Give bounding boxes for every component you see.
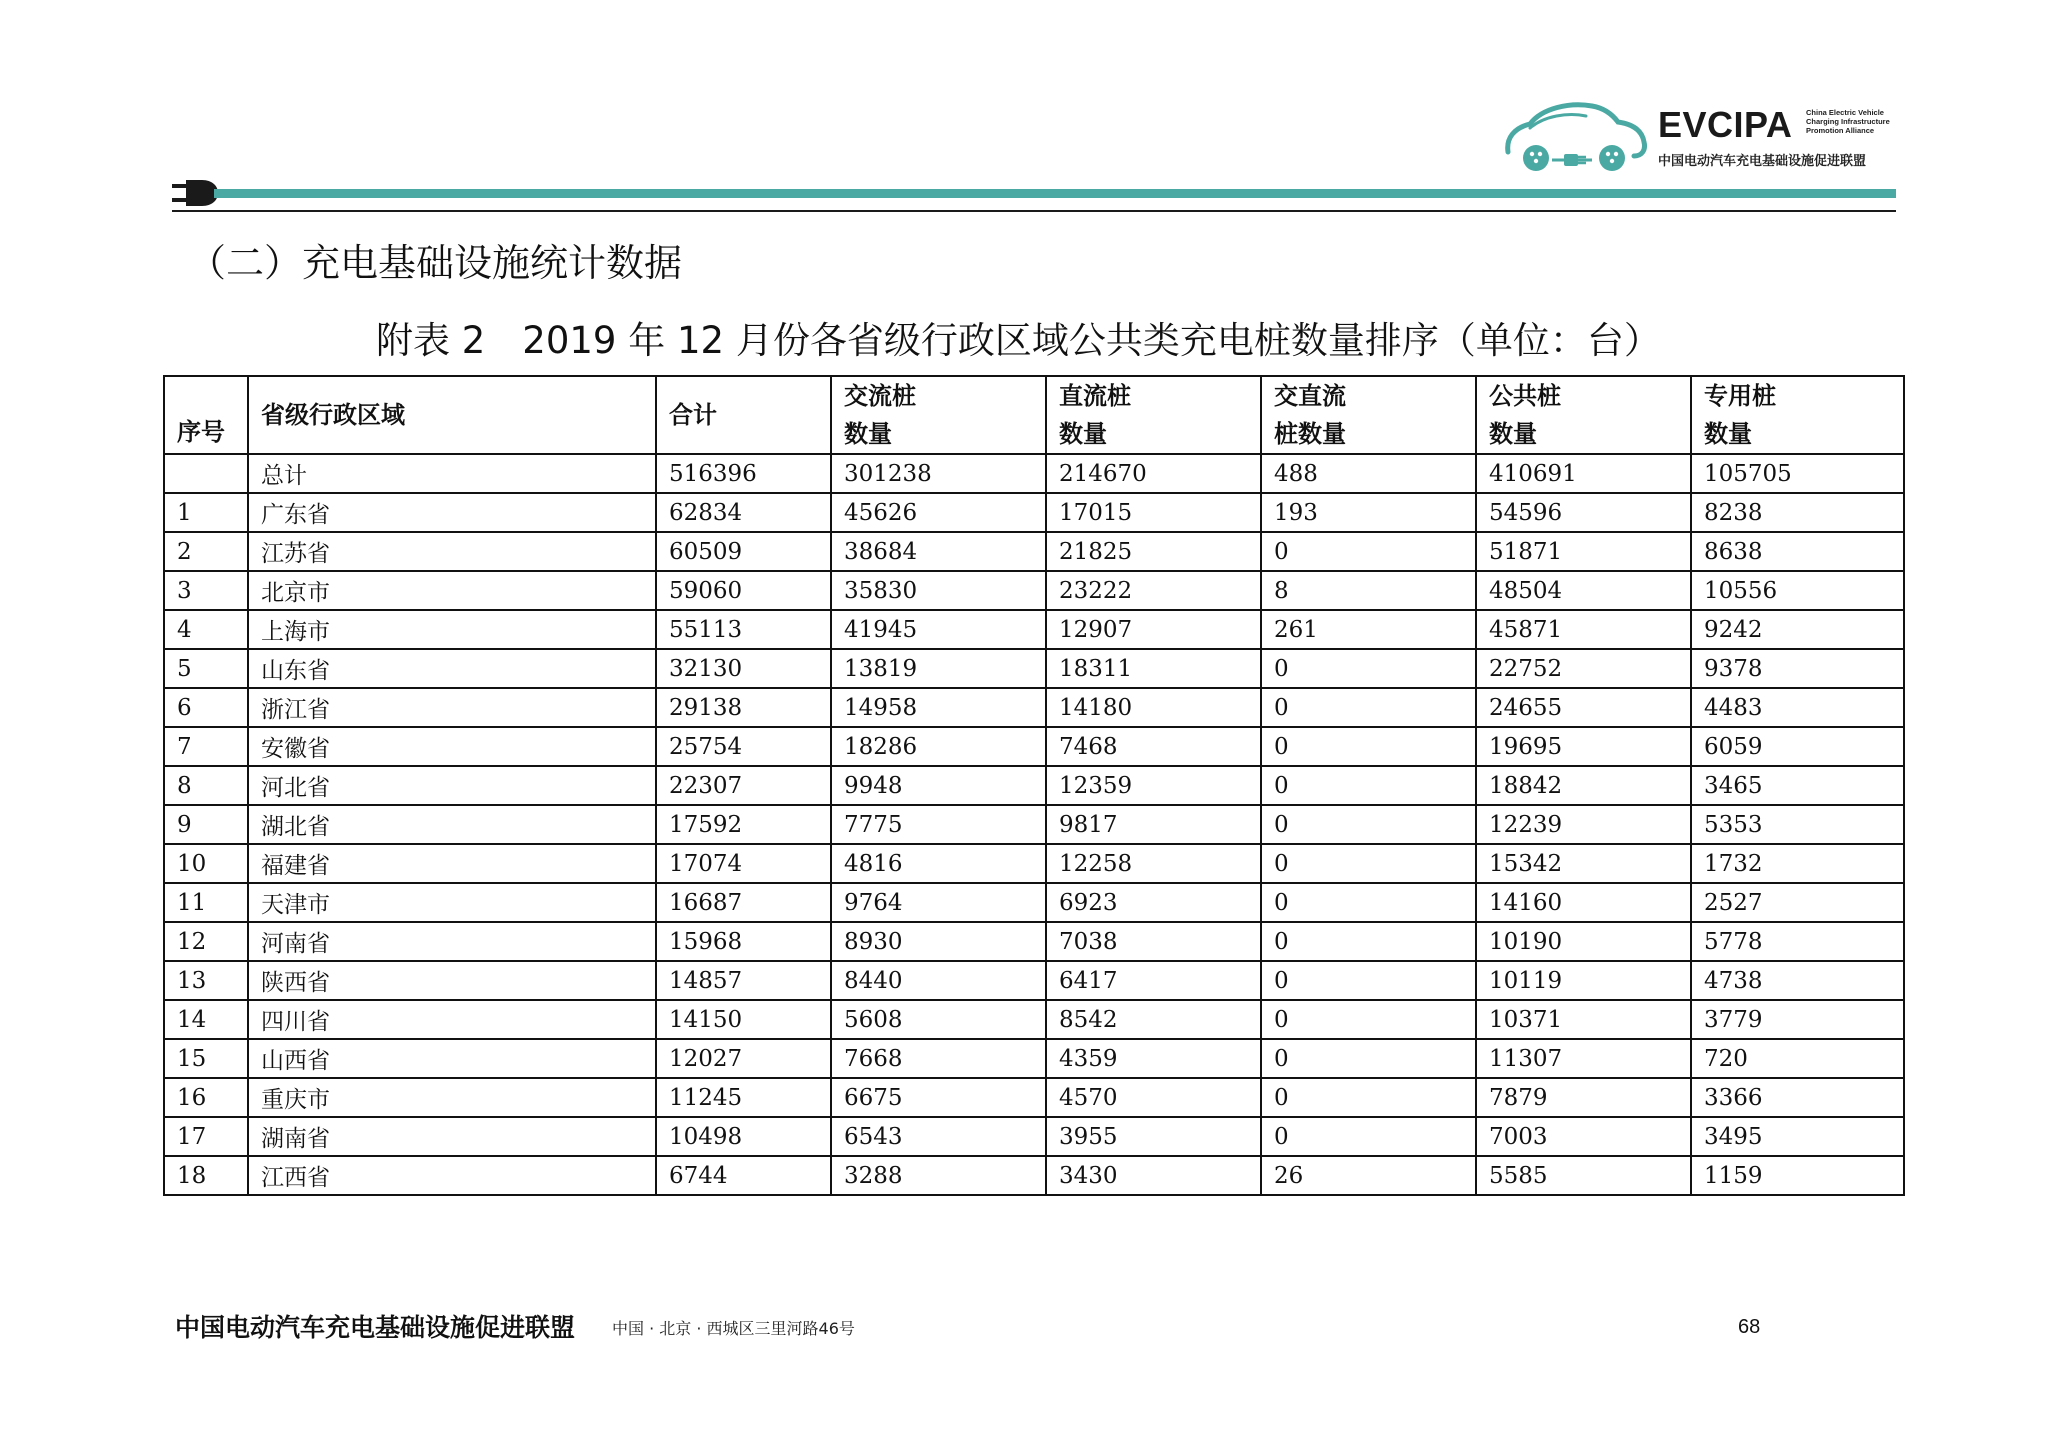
cell-acdc: 0	[1261, 1000, 1476, 1039]
cell-private: 5778	[1691, 922, 1904, 961]
table-row	[164, 1078, 1904, 1117]
cell-region: 山东省	[248, 649, 656, 688]
cell-dc: 3430	[1046, 1156, 1261, 1195]
cell-ac: 13819	[831, 649, 1046, 688]
cell-region: 总计	[248, 454, 656, 493]
table-row	[164, 610, 1904, 649]
cell-total: 17074	[656, 844, 831, 883]
header-seq: 序号	[164, 376, 248, 454]
cell-dc: 18311	[1046, 649, 1261, 688]
cell-ac: 8930	[831, 922, 1046, 961]
cell-acdc: 8	[1261, 571, 1476, 610]
cell-region: 江苏省	[248, 532, 656, 571]
logo-english-name: China Electric Vehicle Charging Infrastructure Promotion Alliance	[1806, 108, 1890, 135]
cell-private: 10556	[1691, 571, 1904, 610]
footer-organization: 中国电动汽车充电基础设施促进联盟	[175, 1313, 576, 1342]
cell-public: 45871	[1476, 610, 1691, 649]
cell-region: 上海市	[248, 610, 656, 649]
cell-dc: 4570	[1046, 1078, 1261, 1117]
cell-acdc: 193	[1261, 493, 1476, 532]
cell-public: 22752	[1476, 649, 1691, 688]
cell-public: 12239	[1476, 805, 1691, 844]
cell-public: 14160	[1476, 883, 1691, 922]
evcipa-logo	[1500, 98, 1900, 178]
cell-acdc: 0	[1261, 1039, 1476, 1078]
cell-ac: 45626	[831, 493, 1046, 532]
header-public: 公共桩 数量	[1476, 376, 1691, 454]
cell-region: 浙江省	[248, 688, 656, 727]
cell-ac: 7775	[831, 805, 1046, 844]
cell-ac: 8440	[831, 961, 1046, 1000]
cell-seq: 8	[164, 766, 248, 805]
cell-ac: 7668	[831, 1039, 1046, 1078]
header-accent-rule	[214, 189, 1896, 198]
table-row	[164, 493, 1904, 532]
cell-region: 江西省	[248, 1156, 656, 1195]
cell-ac: 18286	[831, 727, 1046, 766]
cell-region: 广东省	[248, 493, 656, 532]
table-row	[164, 1156, 1904, 1195]
cell-ac: 35830	[831, 571, 1046, 610]
header-dc: 直流桩 数量	[1046, 376, 1261, 454]
cell-total: 14150	[656, 1000, 831, 1039]
cell-ac: 6543	[831, 1117, 1046, 1156]
section-title: （二）充电基础设施统计数据	[188, 241, 683, 285]
cell-acdc: 0	[1261, 844, 1476, 883]
cell-dc: 17015	[1046, 493, 1261, 532]
table-row	[164, 883, 1904, 922]
cell-ac: 38684	[831, 532, 1046, 571]
cell-seq: 12	[164, 922, 248, 961]
cell-private: 3779	[1691, 1000, 1904, 1039]
cell-acdc: 0	[1261, 532, 1476, 571]
table-row	[164, 532, 1904, 571]
cell-seq: 3	[164, 571, 248, 610]
header-acdc: 交直流 桩数量	[1261, 376, 1476, 454]
header-total: 合计	[656, 376, 831, 454]
cell-total: 22307	[656, 766, 831, 805]
cell-total: 10498	[656, 1117, 831, 1156]
cell-ac: 41945	[831, 610, 1046, 649]
cell-public: 19695	[1476, 727, 1691, 766]
header-divider	[172, 210, 1896, 212]
cell-dc: 12907	[1046, 610, 1261, 649]
header-private: 专用桩 数量	[1691, 376, 1904, 454]
cell-acdc: 0	[1261, 727, 1476, 766]
cell-seq: 14	[164, 1000, 248, 1039]
cell-public: 10119	[1476, 961, 1691, 1000]
cell-dc: 7038	[1046, 922, 1261, 961]
cell-seq: 16	[164, 1078, 248, 1117]
cell-private: 5353	[1691, 805, 1904, 844]
table-row	[164, 571, 1904, 610]
cell-dc: 23222	[1046, 571, 1261, 610]
cell-region: 北京市	[248, 571, 656, 610]
table-row	[164, 844, 1904, 883]
cell-private: 4483	[1691, 688, 1904, 727]
cell-dc: 3955	[1046, 1117, 1261, 1156]
header-region: 省级行政区域	[248, 376, 656, 454]
cell-dc: 6417	[1046, 961, 1261, 1000]
cell-acdc: 0	[1261, 922, 1476, 961]
cell-acdc: 0	[1261, 766, 1476, 805]
cell-public: 7879	[1476, 1078, 1691, 1117]
cell-public: 51871	[1476, 532, 1691, 571]
cell-region: 四川省	[248, 1000, 656, 1039]
cell-public: 10371	[1476, 1000, 1691, 1039]
table-row	[164, 766, 1904, 805]
cell-acdc: 0	[1261, 805, 1476, 844]
cell-seq: 11	[164, 883, 248, 922]
cell-dc: 214670	[1046, 454, 1261, 493]
cell-total: 60509	[656, 532, 831, 571]
header-ac: 交流桩 数量	[831, 376, 1046, 454]
cell-seq: 6	[164, 688, 248, 727]
cell-public: 10190	[1476, 922, 1691, 961]
cell-total: 15968	[656, 922, 831, 961]
charging-pile-ranking-table	[163, 375, 1905, 1196]
cell-dc: 4359	[1046, 1039, 1261, 1078]
cell-public: 15342	[1476, 844, 1691, 883]
cell-seq: 15	[164, 1039, 248, 1078]
cell-seq	[164, 454, 248, 493]
cell-seq: 9	[164, 805, 248, 844]
table-row	[164, 1117, 1904, 1156]
cell-region: 安徽省	[248, 727, 656, 766]
cell-dc: 7468	[1046, 727, 1261, 766]
cell-region: 重庆市	[248, 1078, 656, 1117]
cell-dc: 8542	[1046, 1000, 1261, 1039]
cell-total: 11245	[656, 1078, 831, 1117]
page-number: 68	[1738, 1316, 1761, 1338]
cell-region: 河北省	[248, 766, 656, 805]
cell-acdc: 261	[1261, 610, 1476, 649]
cell-private: 105705	[1691, 454, 1904, 493]
cell-public: 11307	[1476, 1039, 1691, 1078]
cell-seq: 17	[164, 1117, 248, 1156]
cell-private: 6059	[1691, 727, 1904, 766]
cell-region: 山西省	[248, 1039, 656, 1078]
cell-acdc: 26	[1261, 1156, 1476, 1195]
cell-dc: 14180	[1046, 688, 1261, 727]
cell-ac: 9764	[831, 883, 1046, 922]
cell-dc: 12359	[1046, 766, 1261, 805]
cell-total: 25754	[656, 727, 831, 766]
cell-seq: 13	[164, 961, 248, 1000]
cell-private: 3366	[1691, 1078, 1904, 1117]
table-row	[164, 922, 1904, 961]
cell-acdc: 0	[1261, 1117, 1476, 1156]
cell-seq: 4	[164, 610, 248, 649]
cell-ac: 3288	[831, 1156, 1046, 1195]
table-row	[164, 649, 1904, 688]
cell-ac: 301238	[831, 454, 1046, 493]
cell-region: 天津市	[248, 883, 656, 922]
cell-ac: 14958	[831, 688, 1046, 727]
logo-title: EVCIPA	[1658, 104, 1793, 145]
cell-acdc: 488	[1261, 454, 1476, 493]
table-header-row	[164, 376, 1904, 454]
cell-total: 59060	[656, 571, 831, 610]
cell-dc: 21825	[1046, 532, 1261, 571]
table-row	[164, 805, 1904, 844]
cell-total: 14857	[656, 961, 831, 1000]
cell-total: 55113	[656, 610, 831, 649]
cell-region: 湖南省	[248, 1117, 656, 1156]
cell-dc: 6923	[1046, 883, 1261, 922]
cell-total: 6744	[656, 1156, 831, 1195]
cell-region: 河南省	[248, 922, 656, 961]
cell-dc: 9817	[1046, 805, 1261, 844]
cell-acdc: 0	[1261, 883, 1476, 922]
table-title: 附表 2 2019 年 12 月份各省级行政区域公共类充电桩数量排序（单位：台）	[376, 319, 1661, 362]
table-row	[164, 688, 1904, 727]
cell-ac: 4816	[831, 844, 1046, 883]
cell-region: 福建省	[248, 844, 656, 883]
table-row	[164, 727, 1904, 766]
cell-public: 410691	[1476, 454, 1691, 493]
cell-seq: 7	[164, 727, 248, 766]
cell-acdc: 0	[1261, 649, 1476, 688]
cell-private: 1732	[1691, 844, 1904, 883]
cell-private: 8238	[1691, 493, 1904, 532]
cell-total: 16687	[656, 883, 831, 922]
cell-total: 17592	[656, 805, 831, 844]
cell-region: 陕西省	[248, 961, 656, 1000]
cell-public: 24655	[1476, 688, 1691, 727]
cell-acdc: 0	[1261, 688, 1476, 727]
cell-private: 1159	[1691, 1156, 1904, 1195]
cell-ac: 6675	[831, 1078, 1046, 1117]
cell-total: 29138	[656, 688, 831, 727]
cell-seq: 10	[164, 844, 248, 883]
cell-total: 12027	[656, 1039, 831, 1078]
summary-row	[164, 454, 1904, 493]
cell-total: 516396	[656, 454, 831, 493]
cell-seq: 1	[164, 493, 248, 532]
cell-private: 720	[1691, 1039, 1904, 1078]
footer-address: 中国 · 北京 · 西城区三里河路46号	[612, 1319, 855, 1338]
table-row	[164, 1039, 1904, 1078]
cell-seq: 2	[164, 532, 248, 571]
cell-acdc: 0	[1261, 1078, 1476, 1117]
cell-private: 3465	[1691, 766, 1904, 805]
cell-total: 32130	[656, 649, 831, 688]
cell-public: 18842	[1476, 766, 1691, 805]
cell-private: 2527	[1691, 883, 1904, 922]
cell-public: 7003	[1476, 1117, 1691, 1156]
logo-chinese-name: 中国电动汽车充电基础设施促进联盟	[1658, 154, 1867, 169]
cell-public: 48504	[1476, 571, 1691, 610]
cell-private: 9378	[1691, 649, 1904, 688]
cell-private: 8638	[1691, 532, 1904, 571]
cell-ac: 5608	[831, 1000, 1046, 1039]
cell-public: 54596	[1476, 493, 1691, 532]
cell-private: 9242	[1691, 610, 1904, 649]
cell-ac: 9948	[831, 766, 1046, 805]
table-row	[164, 961, 1904, 1000]
car-plug-logo-icon	[1500, 98, 1650, 178]
cell-seq: 5	[164, 649, 248, 688]
cell-private: 3495	[1691, 1117, 1904, 1156]
plug-icon	[172, 176, 220, 210]
cell-seq: 18	[164, 1156, 248, 1195]
table-row	[164, 1000, 1904, 1039]
cell-dc: 12258	[1046, 844, 1261, 883]
cell-public: 5585	[1476, 1156, 1691, 1195]
cell-acdc: 0	[1261, 961, 1476, 1000]
cell-region: 湖北省	[248, 805, 656, 844]
cell-total: 62834	[656, 493, 831, 532]
cell-private: 4738	[1691, 961, 1904, 1000]
